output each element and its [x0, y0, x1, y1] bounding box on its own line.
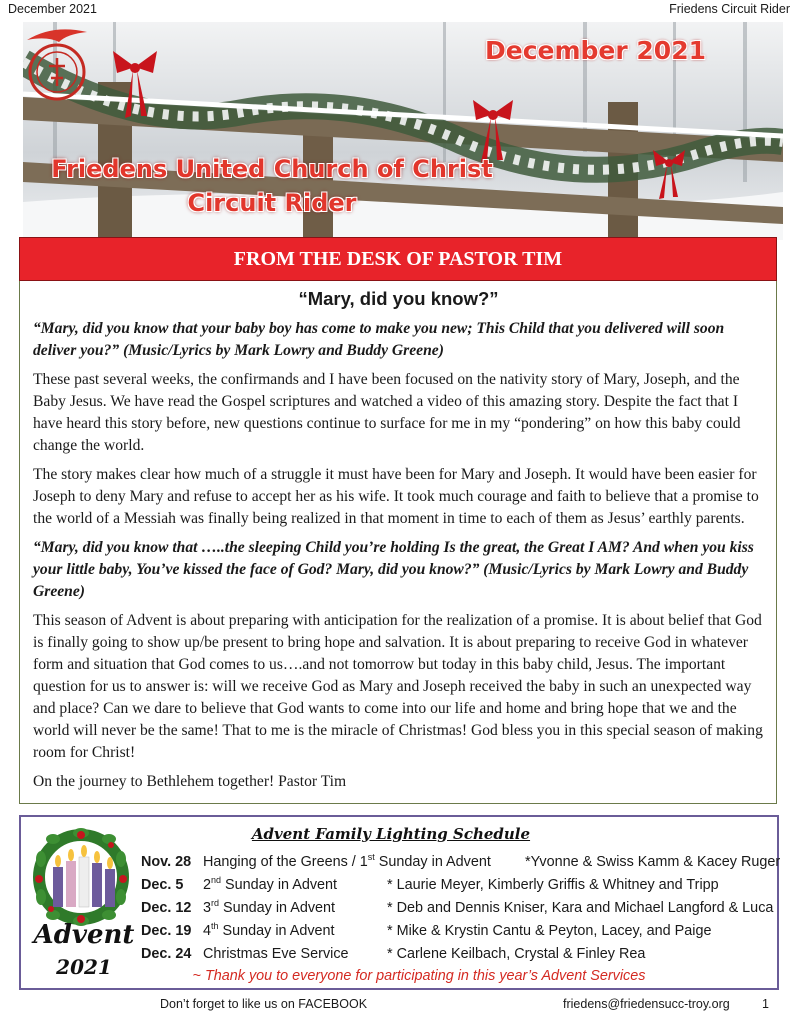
schedule-title: Advent Family Lighting Schedule [251, 825, 531, 843]
header-publication: Friedens Circuit Rider [669, 2, 790, 16]
schedule-names: * Deb and Dennis Kniser, Kara and Michael Langford & Luca [387, 900, 774, 916]
advent-schedule-box [19, 815, 779, 990]
banner-church-name: Friedens United Church of Christ [51, 155, 493, 183]
schedule-row [141, 920, 776, 943]
article-quote-1: “Mary, did you know that your baby boy has come to make you new; This Child that you delivered will soon deliver you?” (Music/Lyrics by Mark Lowry and Buddy Greene) [33, 320, 725, 359]
banner-newsletter-title [37, 152, 507, 220]
article-paragraph-1: These past several weeks, the confirmands and I have been focused on the nativity story of Mary, Joseph, and the Baby Jesus. We have read the Gospel scriptures and watched a video of this amazing story. Despite the fact that I have heard this story before, new questions continue to surface for me in my “pondering” on how this baby could change the world. [33, 371, 741, 454]
article-title: “Mary, did you know?” [298, 288, 499, 309]
thank-you-note: ~ Thank you to everyone for participating in this year’s Advent Services [192, 968, 646, 984]
advent-year: 2021 [56, 955, 112, 979]
header-date: December 2021 [8, 2, 97, 16]
article-paragraph-3: This season of Advent is about preparing with anticipation for the realization of a promise. It is about belief that God is finally going to show up/be present to bring hope and salvation. It is about preparing to receive God in whatever form and situation that God comes to us….and not tomorrow but today in this baby child, Jesus. The important question for us to answer is: will we receive God as Mary and Joseph received the baby in such an unexpected way and place? Can we dare to believe that God wants to come into our life and home and bring hope that we and the world will never be the same! That to me is the miracle of Christmas! God bless you in this special season of making room for Christ! [33, 612, 763, 761]
church-seal-logo-icon [23, 22, 91, 106]
header-banner-photo [23, 22, 783, 240]
schedule-row [141, 874, 776, 897]
page-header [8, 2, 790, 20]
schedule-list [141, 851, 781, 966]
schedule-row [141, 897, 776, 920]
schedule-names: * Mike & Krystin Cantu & Peyton, Lacey, and Paige [387, 923, 712, 939]
banner-newsletter-name: Circuit Rider [187, 189, 357, 217]
article-quote-2: “Mary, did you know that …..the sleeping Child you’re holding Is the great, the Great I AM? And when you kiss your little baby, You’ve kissed the face of God? Mary, did you know?” (Music/Lyrics by Mark Lowry and Buddy Greene) [33, 539, 754, 600]
schedule-date: Dec. 19 [141, 923, 192, 939]
contact-email-link[interactable]: friedens@friedensucc-troy.org [563, 997, 730, 1011]
schedule-event: Hanging of the Greens / 1st Sunday in Advent [203, 852, 491, 870]
schedule-names: *Yvonne & Swiss Kamm & Kacey Ruger [525, 854, 781, 870]
pastor-article [19, 281, 777, 804]
banner-month-title: December 2021 [485, 36, 706, 65]
section-heading: FROM THE DESK OF PASTOR TIM [233, 247, 563, 270]
page-footer [0, 997, 800, 1017]
schedule-date: Dec. 5 [141, 877, 184, 893]
schedule-names: * Carlene Keilbach, Crystal & Finley Rea [387, 946, 646, 962]
schedule-date: Dec. 12 [141, 900, 192, 916]
page-number: 1 [762, 997, 769, 1011]
facebook-reminder: Don’t forget to like us on FACEBOOK [160, 997, 368, 1011]
schedule-event: 2nd Sunday in Advent [203, 875, 338, 893]
schedule-event: Christmas Eve Service [203, 946, 349, 962]
article-signoff: On the journey to Bethlehem together! Pastor Tim [33, 773, 347, 790]
schedule-names: * Laurie Meyer, Kimberly Griffis & Whitney and Tripp [387, 877, 719, 893]
schedule-event: 4th Sunday in Advent [203, 921, 335, 939]
schedule-row [141, 851, 781, 874]
section-heading-bar [19, 237, 777, 281]
schedule-date: Dec. 24 [141, 946, 192, 962]
article-paragraph-2: The story makes clear how much of a struggle it must have been for Mary and Joseph. It would have been easier for Joseph to deny Mary and refuse to accept her as his wife. It took much courage and faith to believe that a promise to the world of a Messiah was finally being realized in that moment in time to each of them as Jesus’ earthly parents. [33, 466, 759, 527]
schedule-date: Nov. 28 [141, 854, 192, 870]
schedule-event: 3rd Sunday in Advent [203, 898, 336, 916]
schedule-row [141, 943, 776, 966]
advent-word: Advent [33, 920, 135, 950]
